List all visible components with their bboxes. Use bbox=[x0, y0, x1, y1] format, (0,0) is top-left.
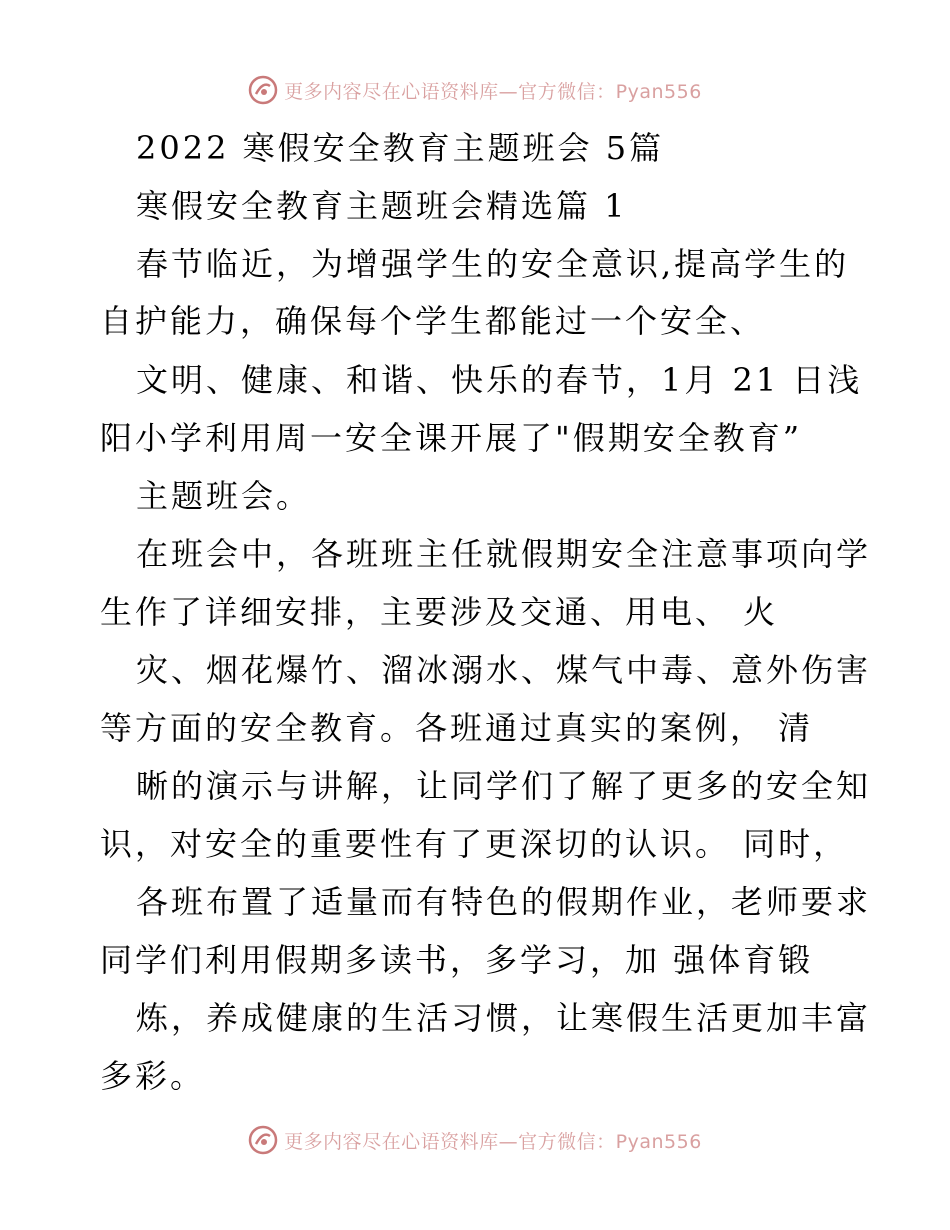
paragraph-line: 等方面的安全教育。各班通过真实的案例， 清 bbox=[100, 709, 814, 747]
watermark-text: 更多内容尽在心语资料库—官方微信：Pyan556 bbox=[284, 80, 702, 103]
watermark-header bbox=[0, 72, 950, 108]
paragraph-line: 在班会中，各班班主任就假期安全注意事项向学 bbox=[136, 535, 872, 573]
paragraph-line: 各班布置了适量而有特色的假期作业，老师要求 bbox=[136, 883, 872, 921]
watermark-footer bbox=[0, 1122, 950, 1158]
document-title: 2022 寒假安全教育主题班会 5篇 bbox=[136, 129, 665, 167]
document-subtitle: 寒假安全教育主题班会精选篇 1 bbox=[136, 187, 628, 225]
logo-badge-icon bbox=[248, 1125, 278, 1155]
paragraph-line: 生作了详细安排，主要涉及交通、用电、 火 bbox=[100, 593, 779, 631]
paragraph-line: 灾、烟花爆竹、溜冰溺水、煤气中毒、意外伤害 bbox=[136, 651, 872, 689]
logo-badge-icon bbox=[248, 75, 278, 105]
paragraph-line: 阳小学利用周一安全课开展了"假期安全教育” bbox=[100, 419, 803, 457]
watermark-text: 更多内容尽在心语资料库—官方微信：Pyan556 bbox=[284, 1130, 702, 1153]
paragraph-line: 同学们利用假期多读书，多学习，加 强体育锻 bbox=[100, 941, 814, 979]
paragraph-line: 多彩。 bbox=[100, 1057, 206, 1095]
paragraph-line: 晰的演示与讲解，让同学们了解了更多的安全知 bbox=[136, 767, 872, 805]
paragraph-line: 文明、健康、和谐、快乐的春节，1月 21 日浅 bbox=[136, 361, 863, 399]
paragraph-line: 主题班会。 bbox=[136, 477, 312, 515]
paragraph-line: 自护能力，确保每个学生都能过一个安全、 bbox=[100, 302, 766, 340]
paragraph-line: 春节临近，为增强学生的安全意识,提高学生的 bbox=[136, 245, 850, 283]
paragraph-line: 炼，养成健康的生活习惯，让寒假生活更加丰富 bbox=[136, 999, 872, 1037]
paragraph-line: 识，对安全的重要性有了更深切的认识。 同时， bbox=[100, 825, 849, 863]
